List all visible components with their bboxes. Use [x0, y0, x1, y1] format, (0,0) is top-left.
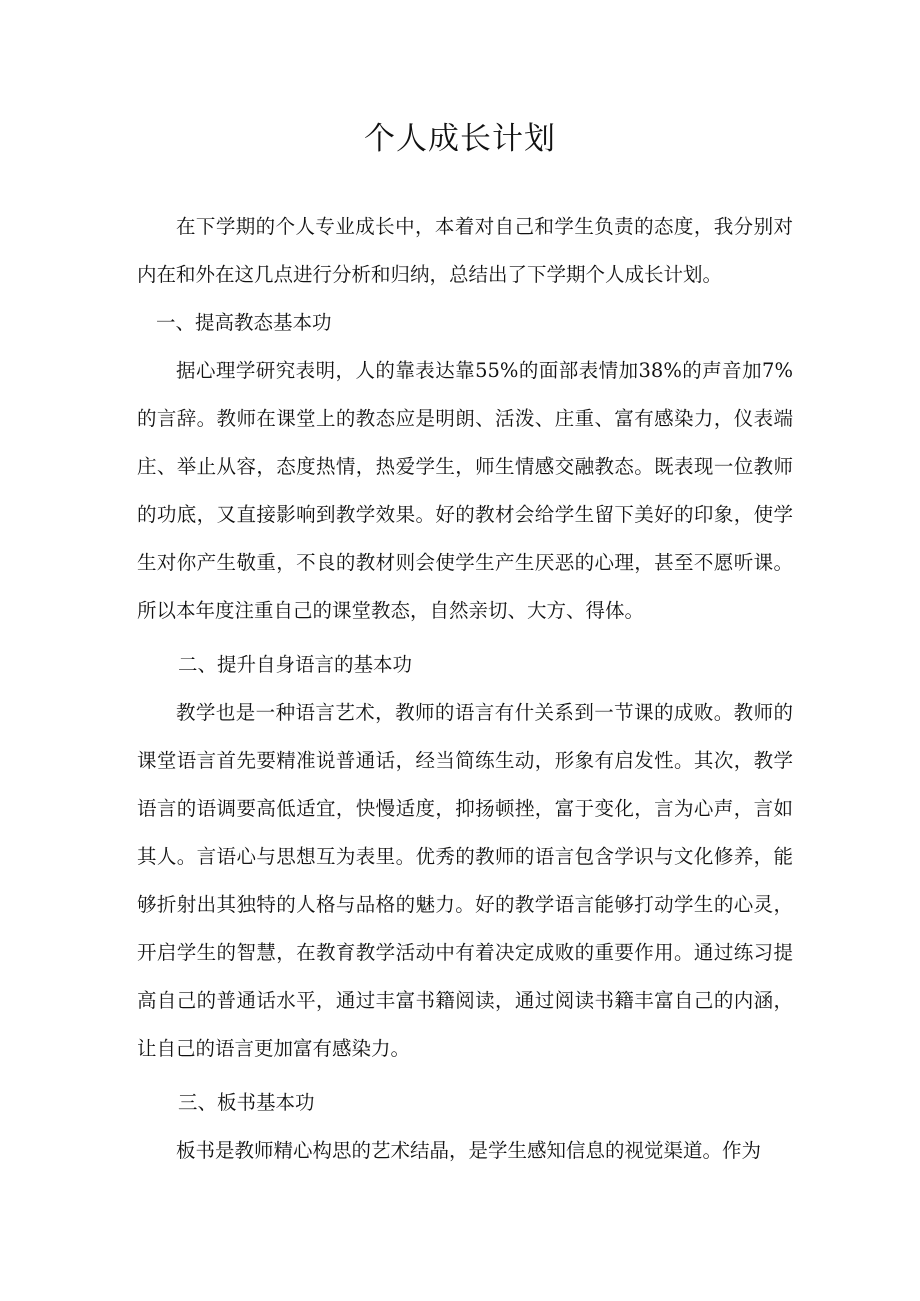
intro-paragraph: 在下学期的个人专业成长中，本着对自己和学生负责的态度，我分别对内在和外在这几点进行分析和归纳，总结出了下学期个人成长计划。 [137, 215, 793, 286]
section-heading-blackboard: 三、板书基本功 [178, 1091, 315, 1114]
section-body-demeanor: 据心理学研究表明，人的靠表达靠55%的面部表情加38%的声音加7%的言辞。教师在课堂上的教态应是明朗、活泼、庄重、富有感染力，仪表端庄、举止从容，态度热情，热爱学生，师生情感交融教态。既表现一位教师的功底，又直接影响到教学效果。好的教材会给学生留下美好的印象，使学生对你产生敬重，不良的教材则会使学生产生厌恶的心理，甚至不愿听课。所以本年度注重自己的课堂教态，自然亲切、大方、得体。 [137, 359, 793, 622]
section-heading-language: 二、提升自身语言的基本功 [178, 653, 413, 676]
section-body-language: 教学也是一种语言艺术，教师的语言有什关系到一节课的成败。教师的课堂语言首先要精准说普通话，经当简练生动，形象有启发性。其次，教学语言的语调要高低适宜，快慢适度，抑扬顿挫，富于变化，言为心声，言如其人。言语心与思想互为表里。优秀的教师的语言包含学识与文化修养，能够折射出其独特的人格与品格的魅力。好的教学语言能够打动学生的心灵，开启学生的智慧，在教育教学活动中有着决定成败的重要作用。通过练习提高自己的普通话水平，通过丰富书籍阅读，通过阅读书籍丰富自己的内涵，让自己的语言更加富有感染力。 [137, 701, 793, 1060]
document-title: 个人成长计划 [364, 121, 556, 157]
section-body-blackboard: 板书是教师精心构思的艺术结晶，是学生感知信息的视觉渠道。作为 [176, 1139, 762, 1162]
document-body [137, 203, 793, 1175]
section-heading-demeanor: 一、提高教态基本功 [156, 311, 332, 334]
